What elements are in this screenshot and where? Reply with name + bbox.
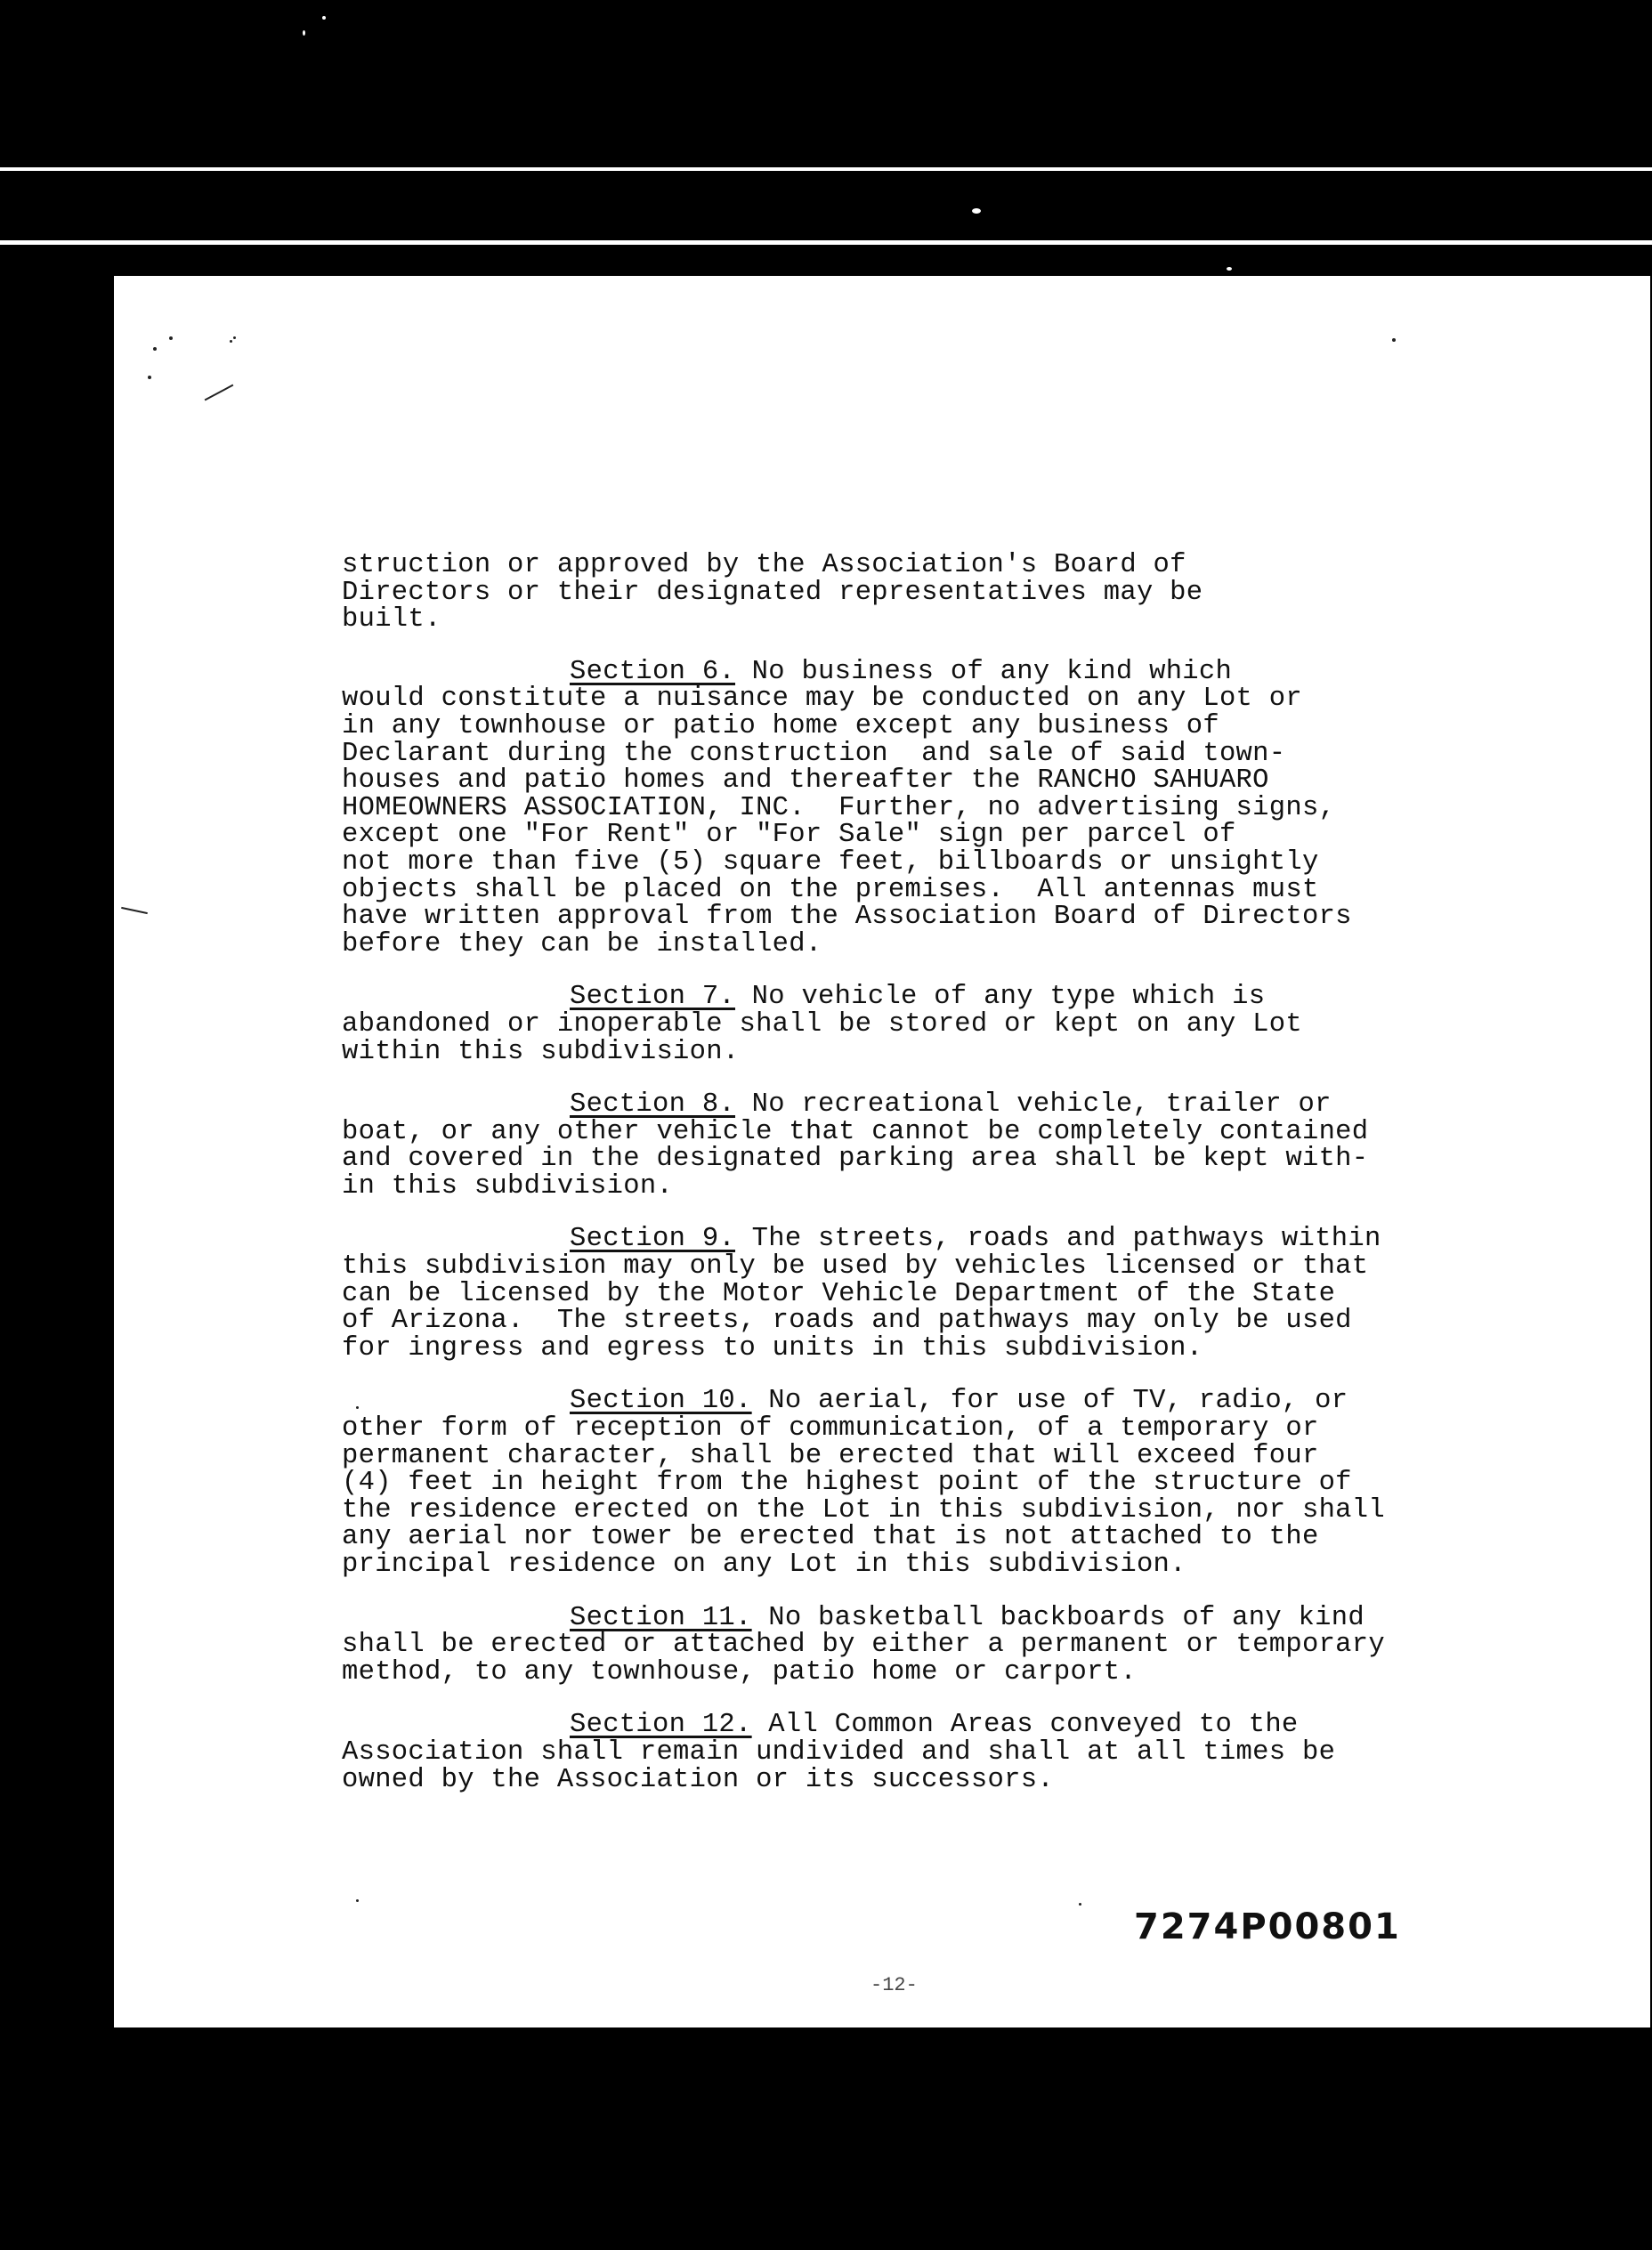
text-line: within this subdivision. [342,1036,740,1067]
text-line: Association shall remain undivided and shall at all times be [342,1736,1336,1768]
text-line: in any townhouse or patio home except any business of [342,710,1219,741]
text-line: other form of reception of communication, of a temporary or [342,1413,1319,1445]
text-line: for ingress and egress to units in this subdivision. [342,1332,1203,1364]
scan-mark [205,384,234,401]
scan-speck [230,340,232,343]
text-line [342,1388,1446,1415]
text-line [342,656,1446,687]
page-number: -12- [871,1974,918,1996]
section-heading: Section 8. [570,1089,736,1121]
text-line: No aerial, for use of TV, radio, or [751,1386,1348,1417]
text-line: No basketball backboards of any kind [751,1602,1365,1633]
text-line: No recreational vehicle, trailer or [735,1089,1332,1121]
text-line: shall be erected or attached by either a permanent or temporary [342,1630,1385,1661]
scan-speck [356,1899,359,1902]
section-6-paragraph [342,656,1446,959]
section-7-paragraph [342,983,1446,1065]
text-line: can be licensed by the Motor Vehicle Department of the State [342,1278,1336,1309]
text-line: the residence erected on the Lot in this subdivision, nor shall [342,1494,1385,1526]
text-line: No business of any kind which [735,656,1233,687]
section-11-paragraph [342,1602,1446,1688]
text-line: of Arizona. The streets, roads and pathways may only be used [342,1306,1352,1337]
scan-speck [1227,267,1232,271]
section-9-paragraph [342,1226,1446,1362]
text-line: have written approval from the Association Board of Directors [342,902,1352,933]
text-line: (4) feet in height from the highest point of the structure of [342,1468,1352,1499]
text-line: principal residence on any Lot in this subdivision. [342,1550,1186,1580]
section-heading: Section 9. [570,1224,736,1255]
section-heading: Section 6. [570,656,736,687]
scan-speck [322,16,326,20]
scan-speck [303,30,305,36]
section-heading: Section 10. [570,1386,752,1417]
section-10-paragraph [342,1388,1446,1578]
text-line: No vehicle of any type which is [735,982,1266,1013]
text-line [342,983,1446,1011]
text-line: not more than five (5) square feet, billboards or unsightly [342,846,1319,878]
text-line: Directors or their designated representatives may be [342,577,1203,608]
section-12-paragraph [342,1712,1446,1793]
scan-border-line [0,240,1652,245]
section-heading: Section 12. [570,1710,752,1741]
document-number: 7274P00801 [1134,1906,1401,1947]
text-line: boat, or any other vehicle that cannot be completely contained [342,1116,1369,1147]
text-line [342,1226,1446,1253]
text-line: Declarant during the construction and sale of said town- [342,738,1286,769]
section-heading: Section 11. [570,1602,752,1633]
scan-mark [121,907,148,914]
scan-speck [153,347,157,351]
text-line: All Common Areas conveyed to the [751,1710,1299,1741]
text-line: before they can be installed. [342,928,822,959]
text-line: permanent character, shall be erected that will exceed four [342,1440,1319,1471]
text-line: built. [342,604,441,635]
section-8-paragraph [342,1091,1446,1200]
text-line: houses and patio homes and thereafter the RANCHO SAHUARO [342,765,1269,797]
text-line: any aerial nor tower be erected that is not attached to the [342,1522,1319,1553]
intro-paragraph [342,552,1446,634]
text-line: and covered in the designated parking area shall be kept with- [342,1144,1369,1175]
text-line: objects shall be placed on the premises. All antennas must [342,874,1319,905]
text-line: would constitute a nuisance may be conducted on any Lot or [342,684,1302,715]
text-line [342,1091,1446,1119]
scan-speck [169,336,173,340]
scan-speck [1079,1903,1081,1906]
text-line: struction or approved by the Association's Board of [342,550,1186,580]
text-line: HOMEOWNERS ASSOCIATION, INC. Further, no advertising signs, [342,792,1336,823]
text-line: this subdivision may only be used by vehicles licensed or that [342,1251,1369,1283]
document-body [342,552,1446,1819]
scan-speck [972,208,981,214]
text-line [342,1602,1446,1633]
scan-border-line [0,167,1652,171]
text-line: in this subdivision. [342,1170,674,1202]
scan-speck [1392,338,1396,342]
text-line: The streets, roads and pathways within [735,1224,1381,1255]
scan-speck [148,376,151,379]
text-line [342,1712,1446,1739]
text-line: method, to any townhouse, patio home or carport. [342,1656,1137,1688]
text-line: owned by the Association or its successors. [342,1764,1054,1795]
scan-speck [233,336,236,339]
text-line: except one "For Rent" or "For Sale" sign per parcel of [342,820,1236,851]
text-line: abandoned or inoperable shall be stored or kept on any Lot [342,1008,1302,1040]
section-heading: Section 7. [570,982,736,1013]
